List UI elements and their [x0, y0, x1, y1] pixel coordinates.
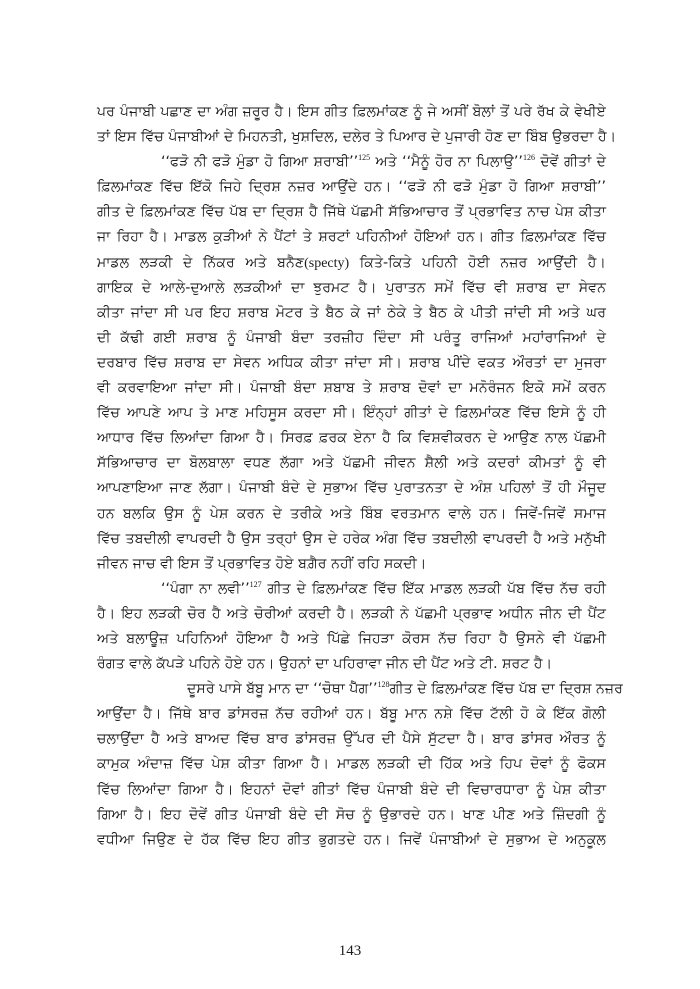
- text-line: ਪਰ ਪੰਜਾਬੀ ਪਛਾਣ ਦਾ ਅੰਗ ਜ਼ਰੂਰ ਹੈ। ਇਸ ਗੀਤ ਫ਼ਿਲਮਾਂਕਣ ਨੂੰ ਜੇ ਅਸੀਂ ਬੋਲਾਂ ਤੋਂ ਪਰੇ ਰੱਖ ਕੇ ਵੇਖੀਏ: [97, 104, 606, 120]
- text-line: ਫ਼ਿਲਮਾਂਕਣ ਵਿੱਚ ਇੱਕੋ ਜਿਹੇ ਦ੍ਰਿਸ਼ ਨਜ਼ਰ ਆਉਂਦੇ ਹਨ। ‘‘ਫੜੋ ਨੀ ਫੜੋ ਮੁੰਡਾ ਹੋ ਗਿਆ ਸ਼ਰਾਬੀ’’: [97, 179, 606, 196]
- paragraph-start-line: ‘‘ਫੜੋ ਨੀ ਫੜੋ ਮੁੰਡਾ ਹੋ ਗਿਆ ਸ਼ਰਾਬੀ’’$^{125}$ ਅਤੇ ‘‘ਮੈਨੂੰ ਹੋਰ ਨਾ ਪਿਲਾਉ’’$^{126}$ ਦੋਵੇਂ ਗੀਤਾਂ ਦੇ: [161, 153, 606, 171]
- text-line: ਦੀ ਕੱਢੀ ਗਈ ਸ਼ਰਾਬ ਨੂੰ ਪੰਜਾਬੀ ਬੰਦਾ ਤਰਜ਼ੀਹ ਦਿੰਦਾ ਸੀ ਪਰੰਤੂ ਰਾਜਿਆਂ ਮਹਾਂਰਾਜਿਆਂ ਦੇ: [97, 329, 606, 346]
- text-line: ਕੀਤਾ ਜਾਂਦਾ ਸੀ ਪਰ ਇਹ ਸ਼ਰਾਬ ਮੋਟਰ ਤੇ ਬੈਠ ਕੇ ਜਾਂ ਠੇਕੇ ਤੇ ਬੈਠ ਕੇ ਪੀਤੀ ਜਾਂਦੀ ਸੀ ਅਤੇ ਘਰ: [97, 304, 606, 321]
- paragraph-start-line: ‘‘ਪੰਗਾ ਨਾ ਲਵੀ’’$^{127}$ ਗੀਤ ਦੇ ਫ਼ਿਲਮਾਂਕਣ ਵਿੱਚ ਇੱਕ ਮਾਡਲ ਲੜਕੀ ਪੱਬ ਵਿੱਚ ਨੱਚ ਰਹੀ: [161, 579, 606, 597]
- text-line: ਵਿੱਚ ਤਬਦੀਲੀ ਵਾਪਰਦੀ ਹੈ ਉਸ ਤਰ੍ਹਾਂ ਉਸ ਦੇ ਹਰੇਕ ਅੰਗ ਵਿੱਚ ਤਬਦੀਲੀ ਵਾਪਰਦੀ ਹੈ ਅਤੇ ਮਨੁੱਖੀ: [97, 530, 606, 547]
- text-line: ਮਾਡਲ ਲੜਕੀ ਦੇ ਨਿੱਕਰ ਅਤੇ ਬਨੈਣ(specty) ਕਿਤੇ-ਕਿਤੇ ਪਹਿਨੀ ਹੋਈ ਨਜ਼ਰ ਆਉਂਦੀ ਹੈ।: [97, 254, 606, 271]
- text-line: ਹੈ। ਇਹ ਲੜਕੀ ਚੋਰ ਹੈ ਅਤੇ ਚੋਰੀਆਂ ਕਰਦੀ ਹੈ। ਲੜਕੀ ਨੇ ਪੱਛਮੀ ਪ੍ਰਭਾਵ ਅਧੀਨ ਜੀਨ ਦੀ ਪੈਂਟ: [97, 605, 606, 622]
- footnote-ref: 126: [522, 153, 535, 163]
- text-line: ਹਨ ਬਲਕਿ ਉਸ ਨੂੰ ਪੇਸ਼ ਕਰਨ ਦੇ ਤਰੀਕੇ ਅਤੇ ਬਿੰਬ ਵਰਤਮਾਨ ਵਾਲੇ ਹਨ। ਜਿਵੇਂ-ਜਿਵੇਂ ਸਮਾਜ: [97, 505, 606, 522]
- footnote-ref: 128: [377, 680, 390, 690]
- text-line: ਵਿੱਚ ਲਿਆਂਦਾ ਗਿਆ ਹੈ। ਇਹਨਾਂ ਦੋਵਾਂ ਗੀਤਾਂ ਵਿੱਚ ਪੰਜਾਬੀ ਬੰਦੇ ਦੀ ਵਿਚਾਰਧਾਰਾ ਨੂੰ ਪੇਸ਼ ਕੀਤਾ: [97, 781, 606, 798]
- text-line: ਤਾਂ ਇਸ ਵਿੱਚ ਪੰਜਾਬੀਆਂ ਦੇ ਮਿਹਨਤੀ, ਖੁਸ਼ਦਿਲ, ਦਲੇਰ ਤੇ ਪਿਆਰ ਦੇ ਪੁਜਾਰੀ ਹੋਣ ਦਾ ਬਿੰਬ ਉਭਰਦਾ ਹੈ।: [97, 129, 617, 146]
- text-line: ਅਤੇ ਬਲਾਊਜ਼ ਪਹਿਨਿਆਂ ਹੋਇਆ ਹੈ ਅਤੇ ਪਿੱਛੇ ਜਿਹੜਾ ਕੋਰਸ ਨੱਚ ਰਿਹਾ ਹੈ ਉਸਨੇ ਵੀ ਪੱਛਮੀ: [97, 630, 606, 647]
- text-line: ਜਾ ਰਿਹਾ ਹੈ। ਮਾਡਲ ਕੁੜੀਆਂ ਨੇ ਪੈਂਟਾਂ ਤੇ ਸ਼ਰਟਾਂ ਪਹਿਨੀਆਂ ਹੋਇਆਂ ਹਨ। ਗੀਤ ਫ਼ਿਲਮਾਂਕਣ ਵਿੱਚ: [97, 229, 606, 246]
- text-line: ਆਪਣਾਇਆ ਜਾਣ ਲੱਗਾ। ਪੰਜਾਬੀ ਬੰਦੇ ਦੇ ਸੁਭਾਅ ਵਿੱਚ ਪੁਰਾਤਨਤਾ ਦੇ ਅੰਸ਼ ਪਹਿਲਾਂ ਤੋਂ ਹੀ ਮੌਜੂਦ: [97, 480, 606, 497]
- text-line: ਵਿੱਚ ਆਪਣੇ ਆਪ ਤੇ ਮਾਣ ਮਹਿਸੂਸ ਕਰਦਾ ਸੀ। ਇੰਨ੍ਹਾਂ ਗੀਤਾਂ ਦੇ ਫ਼ਿਲਮਾਂਕਣ ਵਿੱਚ ਇਸੇ ਨੂੰ ਹੀ: [97, 405, 606, 422]
- page-number: 143: [338, 943, 362, 959]
- text-line: ਗਾਇਕ ਦੇ ਆਲੇ-ਦੁਆਲੇ ਲੜਕੀਆਂ ਦਾ ਝੁਰਮਟ ਹੈ। ਪੁਰਾਤਨ ਸਮੇਂ ਵਿੱਚ ਵੀ ਸ਼ਰਾਬ ਦਾ ਸੇਵਨ: [97, 279, 606, 296]
- text-line: ਵੀ ਕਰਵਾਇਆ ਜਾਂਦਾ ਸੀ। ਪੰਜਾਬੀ ਬੰਦਾ ਸ਼ਬਾਬ ਤੇ ਸ਼ਰਾਬ ਦੋਵਾਂ ਦਾ ਮਨੋਰੰਜਨ ਇਕੋ ਸਮੇਂ ਕਰਨ: [97, 380, 606, 397]
- footnote-ref: 127: [249, 579, 262, 589]
- text-line: ਆਧਾਰ ਵਿੱਚ ਲਿਆਂਦਾ ਗਿਆ ਹੈ। ਸਿਰਫ਼ ਫ਼ਰਕ ਏਨਾ ਹੈ ਕਿ ਵਿਸ਼ਵੀਕਰਨ ਦੇ ਆਉਣ ਨਾਲ ਪੱਛਮੀ: [97, 430, 606, 447]
- text-line: ਕਾਮੁਕ ਅੰਦਾਜ਼ ਵਿੱਚ ਪੇਸ਼ ਕੀਤਾ ਗਿਆ ਹੈ। ਮਾਡਲ ਲੜਕੀ ਦੀ ਹਿੱਕ ਅਤੇ ਹਿਪ ਦੋਵਾਂ ਨੂੰ ਫੋਕਸ: [97, 756, 606, 773]
- text-line: ਚਲਾਉਂਦਾ ਹੈ ਅਤੇ ਬਾਅਦ ਵਿੱਚ ਬਾਰ ਡਾਂਸਰਜ਼ ਉੱਪਰ ਦੀ ਪੈਸੇ ਸੁੱਟਦਾ ਹੈ। ਬਾਰ ਡਾਂਸਰ ਔਰਤ ਨੂੰ: [97, 731, 606, 748]
- text-line: ਵਧੀਆ ਜਿਉਣ ਦੇ ਹੱਕ ਵਿੱਚ ਇਹ ਗੀਤ ਭੁਗਤਦੇ ਹਨ। ਜਿਵੇਂ ਪੰਜਾਬੀਆਂ ਦੇ ਸੁਭਾਅ ਦੇ ਅਨੁਕੂਲ: [97, 831, 606, 848]
- footnote-ref: 125: [358, 153, 371, 163]
- text-line: ਰੰਗਤ ਵਾਲੇ ਕੱਪੜੇ ਪਹਿਨੇ ਹੋਏ ਹਨ। ਉਹਨਾਂ ਦਾ ਪਹਿਰਾਵਾ ਜੀਨ ਦੀ ਪੈਂਟ ਅਤੇ ਟੀ. ਸ਼ਰਟ ਹੈ।: [97, 656, 553, 673]
- paragraph-start-line: ਦੂਸਰੇ ਪਾਸੇ ਬੱਬੂ ਮਾਨ ਦਾ ‘‘ਚੋਥਾ ਪੈੱਗ’’$^{128}$ਗੀਤ ਦੇ ਫ਼ਿਲਮਾਂਕਣ ਵਿੱਚ ਪੱਬ ਦਾ ਦ੍ਰਿਸ਼ ਨਜ਼ਰ: [187, 680, 623, 698]
- body-text: [97, 100, 623, 853]
- text-line: ਆਉਂਦਾ ਹੈ। ਜਿੱਥੇ ਬਾਰ ਡਾਂਸਰਜ਼ ਨੱਚ ਰਹੀਆਂ ਹਨ। ਬੱਬੂ ਮਾਨ ਨਸ਼ੇ ਵਿੱਚ ਟੱਲੀ ਹੋ ਕੇ ਇੱਕ ਗੋਲੀ: [97, 706, 606, 723]
- text-line: ਸੱਭਿਆਚਾਰ ਦਾ ਬੋਲਬਾਲਾ ਵਧਣ ਲੱਗਾ ਅਤੇ ਪੱਛਮੀ ਜੀਵਨ ਸ਼ੈਲੀ ਅਤੇ ਕਦਰਾਂ ਕੀਮਤਾਂ ਨੂੰ ਵੀ: [97, 455, 606, 472]
- text-line: ਦਰਬਾਰ ਵਿੱਚ ਸ਼ਰਾਬ ਦਾ ਸੇਵਨ ਅਧਿਕ ਕੀਤਾ ਜਾਂਦਾ ਸੀ। ਸ਼ਰਾਬ ਪੀਂਦੇ ਵਕਤ ਔਰਤਾਂ ਦਾ ਮੁਜਰਾ: [97, 354, 606, 371]
- text-line: ਜੀਵਨ ਜਾਚ ਵੀ ਇਸ ਤੋਂ ਪ੍ਰਭਾਵਿਤ ਹੋਏ ਬਗ਼ੈਰ ਨਹੀਂ ਰਹਿ ਸਕਦੀ।: [97, 555, 427, 572]
- text-line: ਗਿਆ ਹੈ। ਇਹ ਦੋਵੇਂ ਗੀਤ ਪੰਜਾਬੀ ਬੰਦੇ ਦੀ ਸੋਚ ਨੂੰ ਉਭਾਰਦੇ ਹਨ। ਖਾਣ ਪੀਣ ਅਤੇ ਜ਼ਿੰਦਗੀ ਨੂੰ: [97, 806, 606, 823]
- text-line: ਗੀਤ ਦੇ ਫ਼ਿਲਮਾਂਕਣ ਵਿੱਚ ਪੱਬ ਦਾ ਦ੍ਰਿਸ਼ ਹੈ ਜਿੱਥੇ ਪੱਛਮੀ ਸੱਭਿਆਚਾਰ ਤੋਂ ਪ੍ਰਭਾਵਿਤ ਨਾਚ ਪੇਸ਼ ਕੀਤਾ: [97, 204, 606, 221]
